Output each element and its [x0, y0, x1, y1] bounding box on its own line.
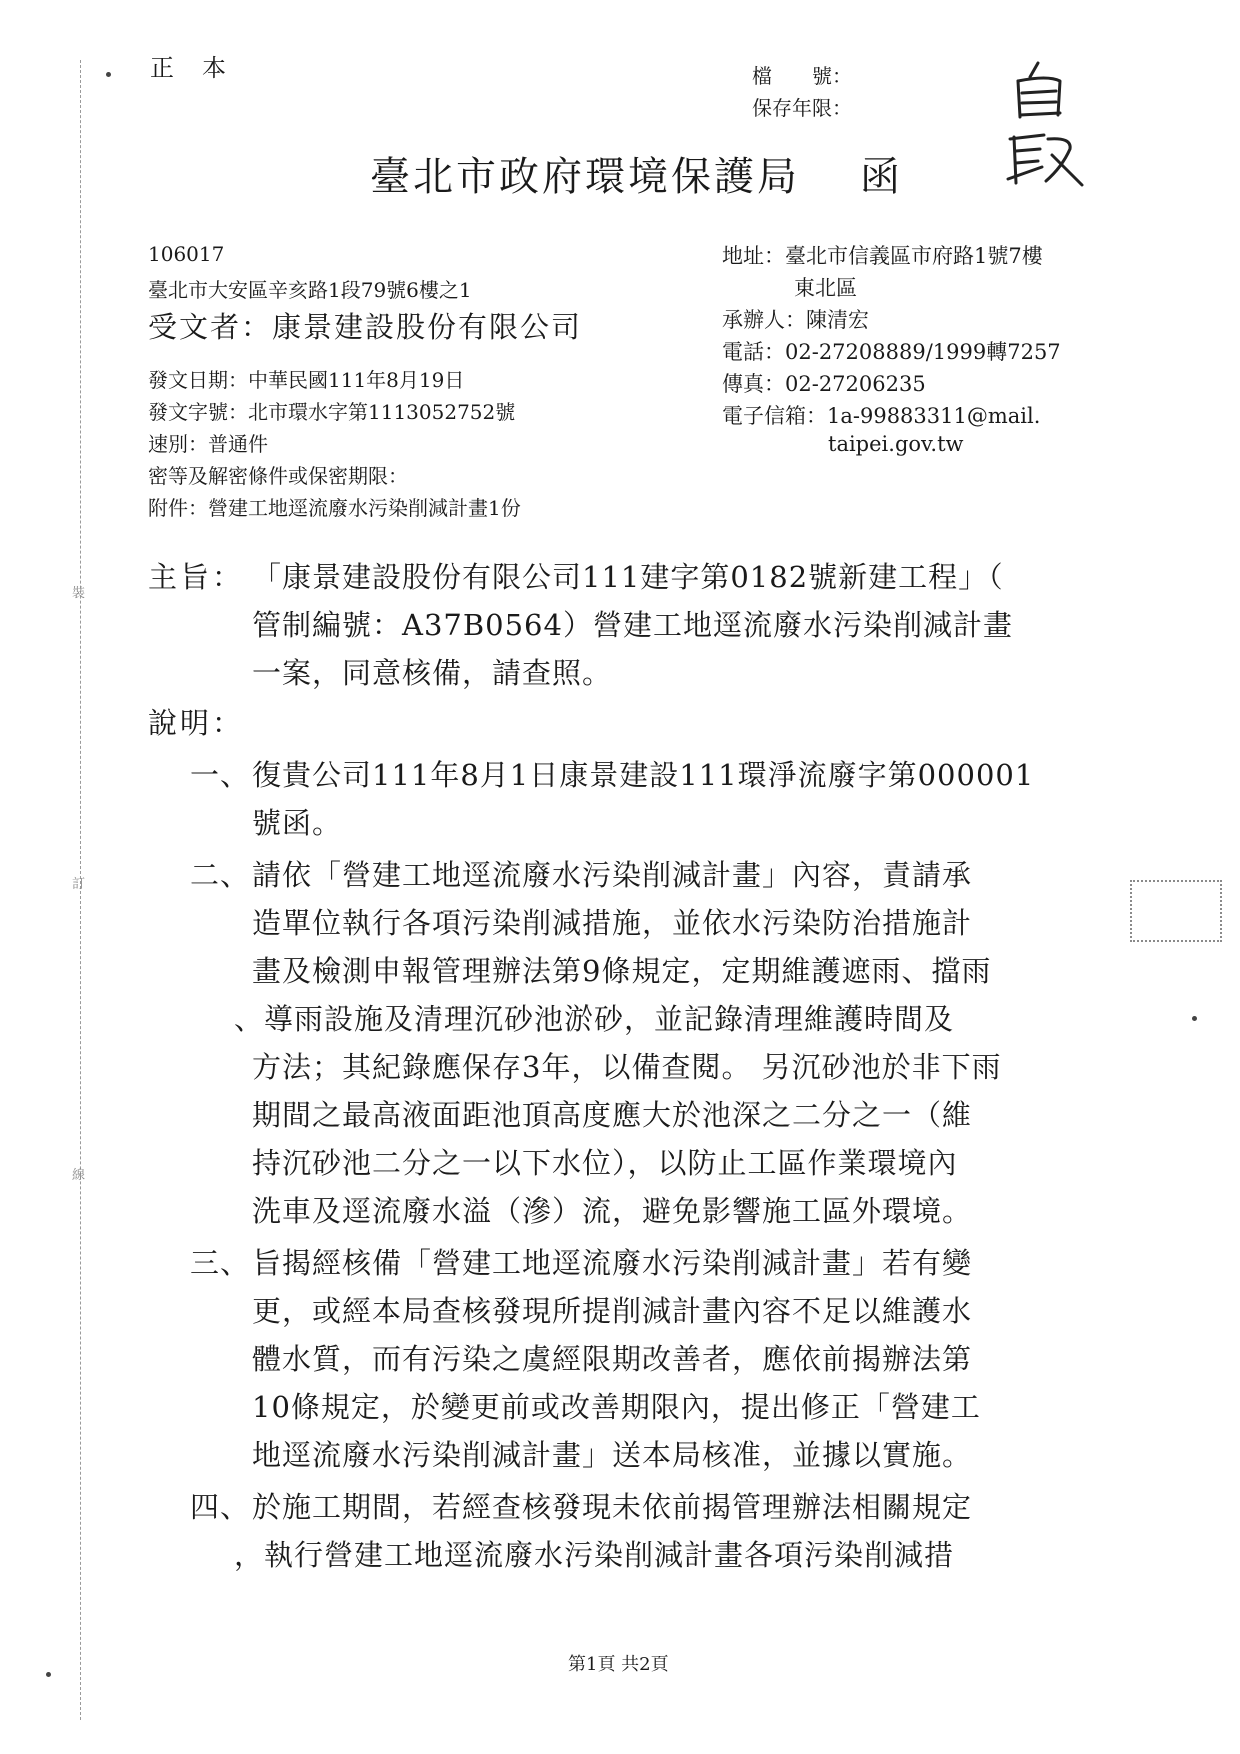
item-line: 洗車及逕流廢水溢（滲）流，避免影響施工區外環境。 — [252, 1194, 973, 1228]
item-line: 10條規定，於變更前或改善期限內，提出修正「營建工 — [252, 1390, 981, 1424]
recipient-address: 臺北市大安區辛亥路1段79號6樓之1 — [148, 278, 472, 302]
subject-line: 「康景建設股份有限公司111建字第0182號新建工程」（ — [252, 560, 1004, 594]
retention-label: 保存年限： — [752, 96, 852, 120]
subject-line: 一案，同意核備，請查照。 — [252, 656, 613, 690]
item-line: 請依「營建工地逕流廢水污染削減計畫」內容，責請承 — [252, 858, 973, 892]
item-line: 畫及檢測申報管理辦法第9條規定，定期維護遮雨、擋雨 — [252, 954, 992, 988]
subject-line: 管制編號：A37B0564）營建工地逕流廢水污染削減計畫 — [252, 608, 1013, 642]
item-number: 一、 — [190, 758, 251, 792]
file-number-label: 檔 號： — [752, 64, 852, 88]
confidentiality: 密等及解密條件或保密期限： — [148, 464, 408, 488]
item-line: 地逕流廢水污染削減計畫」送本局核准，並據以實施。 — [252, 1438, 973, 1472]
item-number: 四、 — [190, 1490, 251, 1524]
item-line: 於施工期間，若經查核發現未依前揭管理辦法相關規定 — [252, 1490, 973, 1524]
item-number: 二、 — [190, 858, 251, 892]
item-line: 復貴公司111年8月1日康景建設111環淨流廢字第000001 — [252, 758, 1035, 792]
delivery-speed: 速別：普通件 — [148, 432, 268, 456]
binding-mark-staple: 訂 — [72, 877, 86, 892]
file-meta — [752, 60, 852, 124]
sender-address-line2: 東北區 — [794, 276, 857, 300]
document-kind: 函 — [860, 154, 903, 200]
agency-name: 臺北市政府環境保護局 — [370, 154, 800, 200]
postal-code: 106017 — [148, 242, 225, 266]
item-line: 體水質，而有污染之虞經限期改善者，應依前揭辦法第 — [252, 1342, 973, 1376]
item-line: 造單位執行各項污染削減措施，並依水污染防治措施計 — [252, 906, 973, 940]
item-number: 三、 — [190, 1246, 251, 1280]
item-line: 持沉砂池二分之一以下水位），以防止工區作業環境內 — [252, 1146, 958, 1180]
email-line1: 電子信箱：1a-99883311@mail. — [722, 404, 1041, 428]
item-line: 更，或經本局查核發現所提削減計畫內容不足以維護水 — [252, 1294, 973, 1328]
scan-speck — [1192, 1016, 1197, 1021]
subject-label: 主旨： — [148, 560, 245, 594]
phone: 電話：02-27208889/1999轉7257 — [722, 340, 1061, 364]
issue-date: 發文日期：中華民國111年8月19日 — [148, 368, 465, 392]
binding-mark-line: 線 — [72, 1168, 86, 1183]
receipt-stamp — [1130, 880, 1222, 942]
fax: 傳真：02-27206235 — [722, 372, 926, 396]
item-line: 期間之最高液面距池頂高度應大於池深之二分之一（維 — [252, 1098, 973, 1132]
item-line: 旨揭經核備「營建工地逕流廢水污染削減計畫」若有變 — [252, 1246, 973, 1280]
item-line: 號函。 — [252, 806, 343, 840]
item-line: ，執行營建工地逕流廢水污染削減計畫各項污染削減措 — [234, 1538, 955, 1572]
scan-speck — [46, 1672, 51, 1677]
email-line2: taipei.gov.tw — [828, 432, 964, 456]
item-line: 方法；其紀錄應保存3年，以備查閱。 另沉砂池於非下雨 — [252, 1050, 1002, 1084]
document-number: 發文字號：北市環水字第1113052752號 — [148, 400, 516, 424]
handler: 承辦人：陳清宏 — [722, 308, 869, 332]
handwritten-note-signature — [1000, 55, 1090, 195]
copy-type-label: 正本 — [150, 54, 254, 82]
attachment: 附件：營建工地逕流廢水污染削減計畫1份 — [148, 496, 521, 520]
binding-mark-bind: 裝 — [72, 586, 86, 601]
sender-address-line1: 地址：臺北市信義區市府路1號7樓 — [722, 244, 1043, 268]
item-line: 、導雨設施及清理沉砂池淤砂，並記錄清理維護時間及 — [234, 1002, 955, 1036]
scan-speck — [106, 72, 111, 77]
recipient-name: 受文者：康景建設股份有限公司 — [148, 310, 583, 344]
document-title — [370, 145, 903, 202]
page-number: 第1頁 共2頁 — [568, 1654, 669, 1675]
explanation-label: 說明： — [148, 706, 245, 740]
